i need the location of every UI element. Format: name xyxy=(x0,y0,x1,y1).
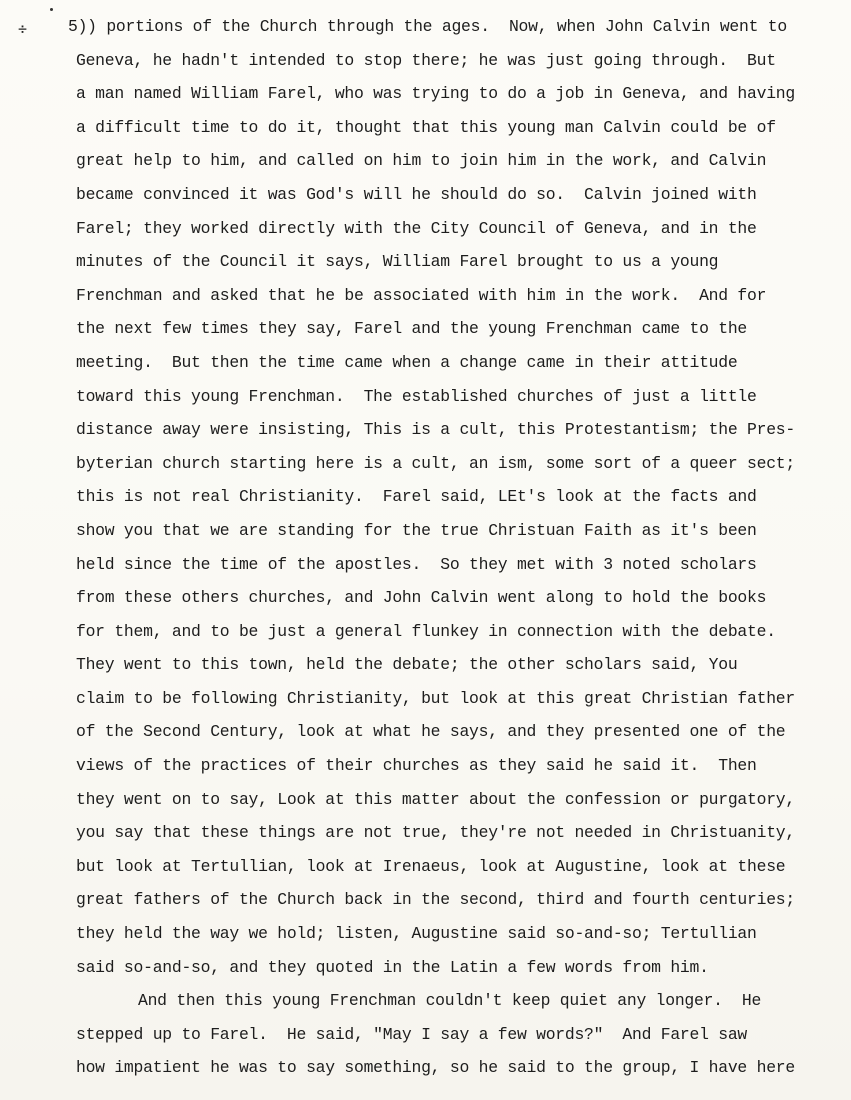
text-line: they held the way we hold; listen, Augustine said so-and-so; Tertullian xyxy=(76,924,757,944)
paragraph-2 xyxy=(76,984,846,1085)
text-line: this is not real Christianity. Farel said, LEt's look at the facts and xyxy=(76,487,757,507)
text-line: held since the time of the apostles. So they met with 3 noted scholars xyxy=(76,554,757,574)
text-line: a man named William Farel, who was trying to do a job in Geneva, and having xyxy=(76,84,795,104)
text-line: they went on to say, Look at this matter about the confession or purgatory, xyxy=(76,789,795,809)
stray-ink-dot xyxy=(50,8,53,11)
text-line: byterian church starting here is a cult, an ism, some sort of a queer sect; xyxy=(76,453,795,473)
text-line: meeting. But then the time came when a change came in their attitude xyxy=(76,352,738,372)
text-line: toward this young Frenchman. The established churches of just a little xyxy=(76,386,757,406)
page-text xyxy=(68,10,846,1085)
text-line: became convinced it was God's will he should do so. Calvin joined with xyxy=(76,184,757,204)
text-line: great fathers of the Church back in the second, third and fourth centuries; xyxy=(76,890,795,910)
text-line: from these others churches, and John Calvin went along to hold the books xyxy=(76,588,767,608)
text-line: of the Second Century, look at what he says, and they presented one of the xyxy=(76,722,786,742)
text-line: how impatient he was to say something, so he said to the group, I have here xyxy=(76,1058,795,1078)
text-line: show you that we are standing for the true Christuan Faith as it's been xyxy=(76,520,757,540)
text-line: Farel; they worked directly with the City Council of Geneva, and in the xyxy=(76,218,757,238)
text-line: for them, and to be just a general flunkey in connection with the debate. xyxy=(76,621,776,641)
text-line: a difficult time to do it, thought that this young man Calvin could be of xyxy=(76,117,776,137)
text-line: Geneva, he hadn't intended to stop there; he was just going through. But xyxy=(76,50,776,70)
text-line: the next few times they say, Farel and the young Frenchman came to the xyxy=(76,319,748,339)
text-line: views of the practices of their churches as they said he said it. Then xyxy=(76,756,757,776)
text-line: 5)) portions of the Church through the ages. Now, when John Calvin went to xyxy=(68,17,787,36)
text-line: said so-and-so, and they quoted in the Latin a few words from him. xyxy=(76,957,709,977)
text-line: but look at Tertullian, look at Irenaeus, look at Augustine, look at these xyxy=(76,856,786,876)
text-line: stepped up to Farel. He said, "May I say a few words?" And Farel saw xyxy=(76,1024,748,1044)
text-line: Frenchman and asked that he be associated with him in the work. And for xyxy=(76,285,767,305)
text-line: They went to this town, held the debate; the other scholars said, You xyxy=(76,655,738,675)
text-line: minutes of the Council it says, William Farel brought to us a young xyxy=(76,252,719,272)
margin-mark: ÷ xyxy=(18,20,26,38)
text-line: claim to be following Christianity, but look at this great Christian father xyxy=(76,688,795,708)
text-line: And then this young Frenchman couldn't keep quiet any longer. He xyxy=(138,991,762,1011)
text-line: distance away were insisting, This is a cult, this Protestantism; the Pres- xyxy=(76,420,795,440)
text-line: great help to him, and called on him to join him in the work, and Calvin xyxy=(76,151,767,171)
paragraph-1 xyxy=(68,10,846,984)
text-line: you say that these things are not true, they're not needed in Christuanity, xyxy=(76,823,795,843)
